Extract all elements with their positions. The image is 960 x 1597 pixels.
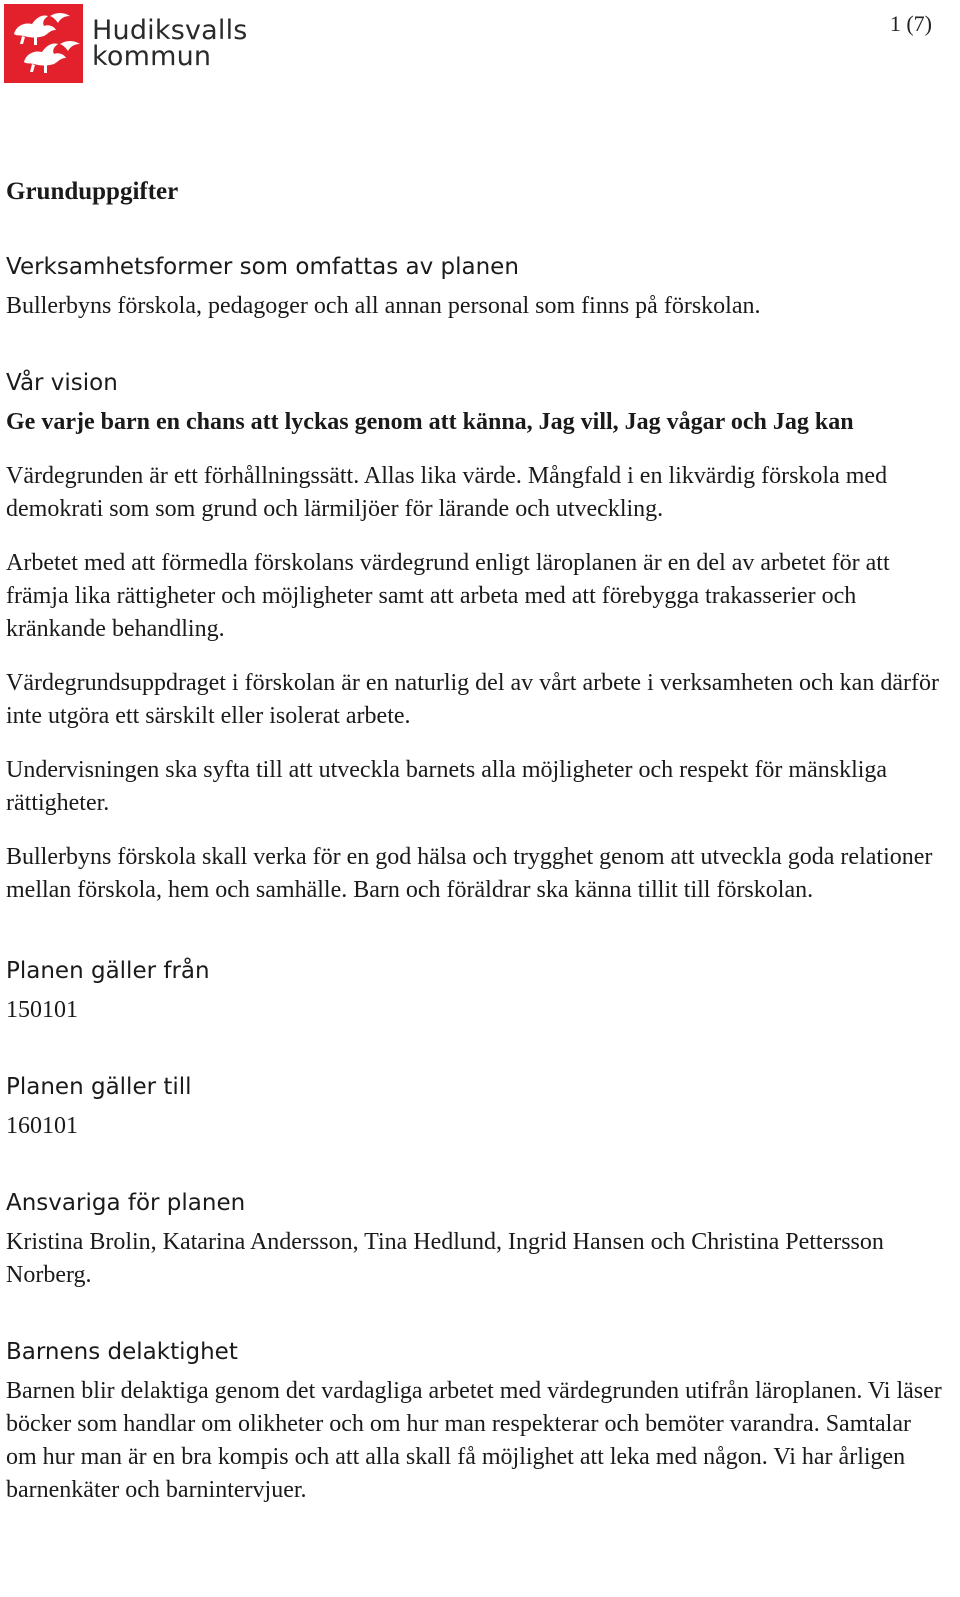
- document-body: [6, 175, 946, 1528]
- vision-label: Vår vision: [6, 370, 118, 396]
- vision-text: Ge varje barn en chans att lyckas genom att känna, Jag vill, Jag vågar och Jag kan: [6, 409, 854, 435]
- document-title: Grunduppgifter: [6, 178, 179, 205]
- logo-line-1: Hudiksvalls: [92, 14, 248, 46]
- value-paragraph-5: Bullerbyns förskola skall verka för en god hälsa och trygghet genom att utveckla goda relationer mellan förskola, hem och samhälle. Barn och föräldrar ska känna tillit till förskolan.: [6, 844, 933, 903]
- page-number: 1 (7): [889, 11, 932, 36]
- valid-to-label: Planen gäller till: [6, 1074, 192, 1100]
- participation-label: Barnens delaktighet: [6, 1339, 238, 1365]
- goat-emblem-icon: [4, 4, 83, 83]
- verksamhet-text: Bullerbyns förskola, pedagoger och all annan personal som finns på förskolan.: [6, 293, 761, 319]
- value-paragraph-1: Värdegrunden är ett förhållningssätt. Allas lika värde. Mångfald i en likvärdig förskola med demokrati som som grund och lärmiljöer för lärande och utveckling.: [6, 463, 888, 522]
- responsible-label: Ansvariga för planen: [6, 1190, 246, 1216]
- responsible-text: Kristina Brolin, Katarina Andersson, Tina Hedlund, Ingrid Hansen och Christina Pettersson Norberg.: [6, 1229, 884, 1288]
- municipality-logo: [4, 4, 248, 83]
- logo-wordmark: [92, 14, 248, 72]
- valid-to-value: 160101: [6, 1113, 78, 1139]
- participation-text: Barnen blir delaktiga genom det vardagliga arbetet med värdegrunden utifrån läroplanen. Vi läser böcker som handlar om olikheter och om hur man respekterar och bemöter varandra. Samtalar om hur man är en bra kompis och att alla skall få möjlighet att leka med någon. Vi har årligen barnenkäter och barnintervjuer.: [6, 1378, 942, 1503]
- valid-from-label: Planen gäller från: [6, 958, 210, 984]
- value-paragraph-2: Arbetet med att förmedla förskolans värdegrund enligt läroplanen är en del av arbetet för att främja lika rättigheter och möjligheter samt att arbeta med att förebygga trakasserier och kränkande behandling.: [6, 550, 890, 642]
- verksamhet-label: Verksamhetsformer som omfattas av planen: [6, 254, 519, 280]
- value-paragraph-3: Värdegrundsuppdraget i förskolan är en naturlig del av vårt arbete i verksamheten och kan därför inte utgöra ett särskilt eller isolerat arbete.: [6, 670, 939, 729]
- value-paragraph-4: Undervisningen ska syfta till att utveckla barnets alla möjligheter och respekt för mänskliga rättigheter.: [6, 757, 888, 816]
- logo-line-2: kommun: [92, 40, 212, 72]
- valid-from-value: 150101: [6, 997, 78, 1023]
